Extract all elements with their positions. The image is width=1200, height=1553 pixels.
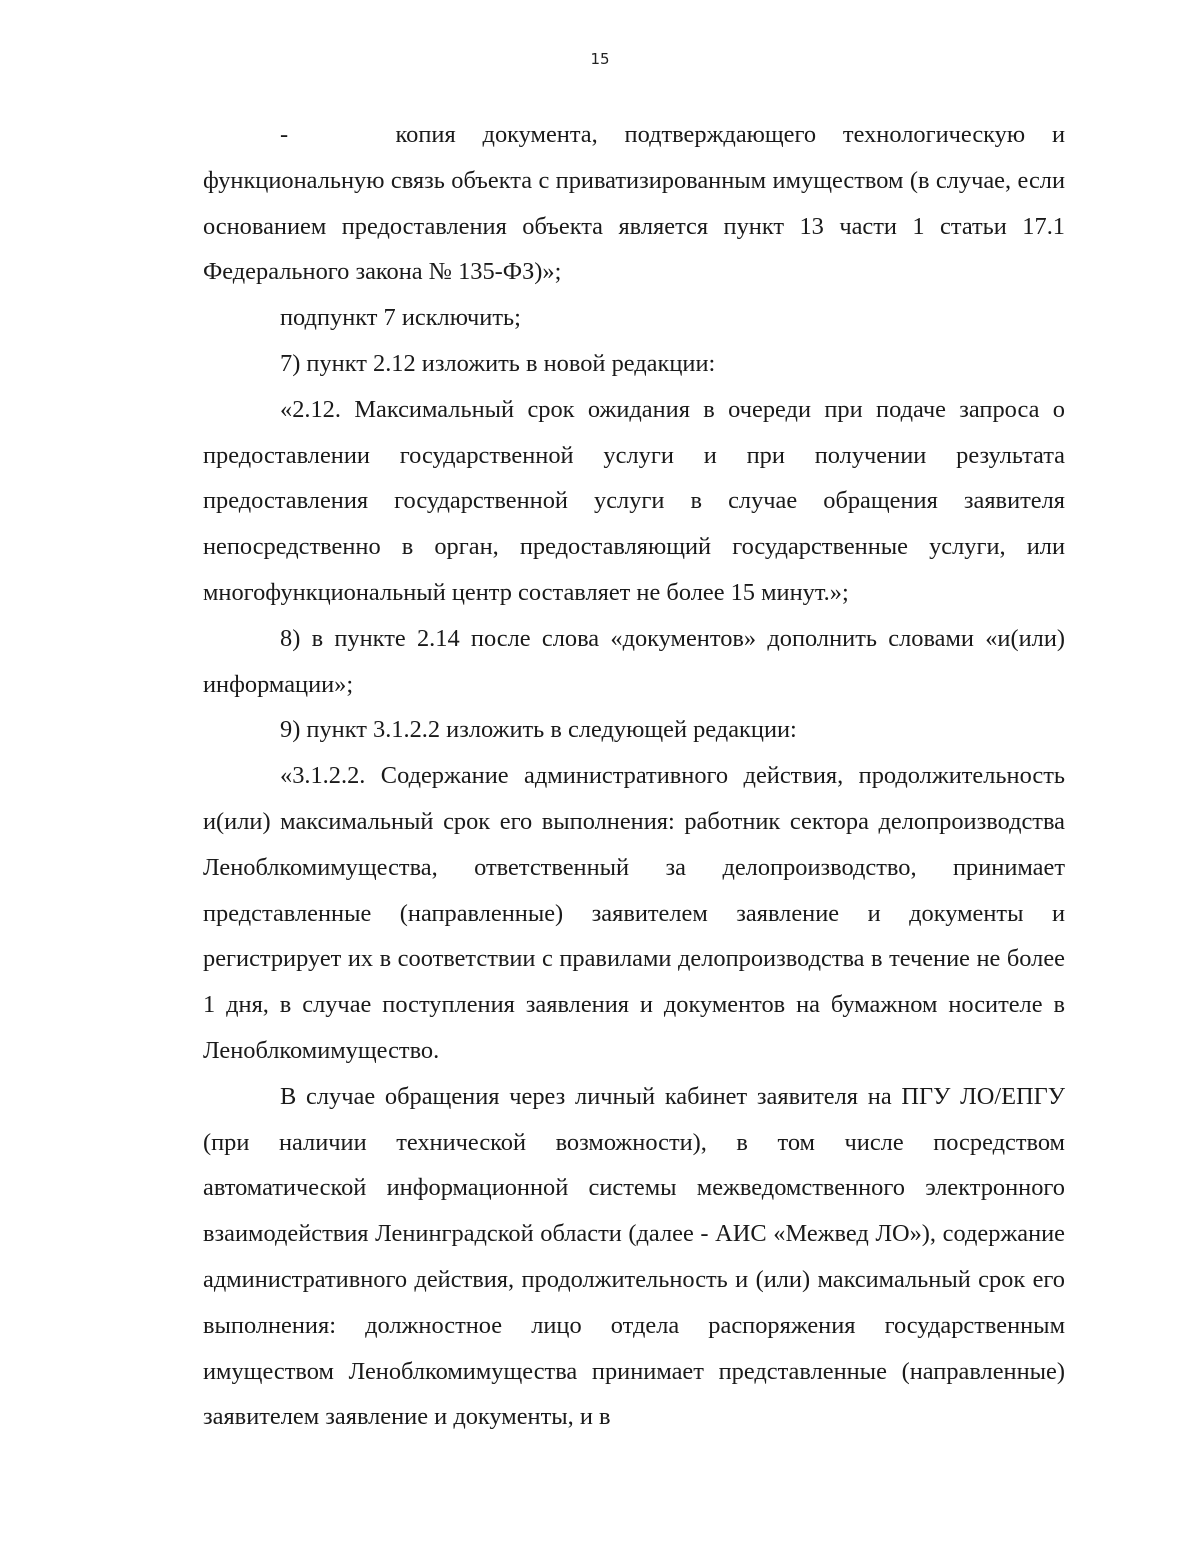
paragraph-item-7: 7) пункт 2.12 изложить в новой редакции: (280, 349, 716, 377)
paragraph-item-8: 8) в пункте 2.14 после слова «документов» дополнить словами «и(или) информации»; (203, 624, 1065, 698)
paragraph-item-9: 9) пункт 3.1.2.2 изложить в следующей редакции: (280, 716, 797, 744)
document-body (203, 112, 1065, 1440)
paragraph-subitem-7-exclude: подпункт 7 исключить; (280, 304, 521, 332)
paragraph-3-1-2-2-text: «3.1.2.2. Содержание административного действия, продолжительность и(или) максимальный срок его выполнения: работник сектора делопроизводства Леноблкомимущества, ответственный за делопроизводство, принимает представленные (направленные) заявителем заявление и документы и регистрирует их в соответствии с правилами делопроизводства в течение не более 1 дня, в случае поступления заявления и документов на бумажном носителе в Леноблкомимущество. (203, 762, 1065, 1064)
paragraph-2-12-text: «2.12. Максимальный срок ожидания в очереди при подаче запроса о предоставлении государственной услуги и при получении результата предоставления государственной услуги в случае обращения заявителя непосредственно в орган, предоставляющий государственные услуги, или многофункциональный центр составляет не более 15 минут.»; (203, 395, 1065, 606)
paragraph-document-copy: - копия документа, подтверждающего технологическую и функциональную связь объекта с приватизированным имуществом (в случае, если основанием предоставления объекта является пункт 13 части 1 статьи 17.1 Федерального закона № 135-ФЗ)»; (203, 121, 1065, 286)
page-number: 15 (590, 50, 610, 68)
paragraph-personal-cabinet: В случае обращения через личный кабинет заявителя на ПГУ ЛО/ЕПГУ (при наличии технической возможности), в том числе посредством автоматической информационной системы межведомственного электронного взаимодействия Ленинградской области (далее - АИС «Межвед ЛО»), содержание административного действия, продолжительность и (или) максимальный срок его выполнения: должностное лицо отдела распоряжения государственным имуществом Леноблкомимущества принимает представленные (направленные) заявителем заявление и документы, и в (203, 1082, 1065, 1431)
